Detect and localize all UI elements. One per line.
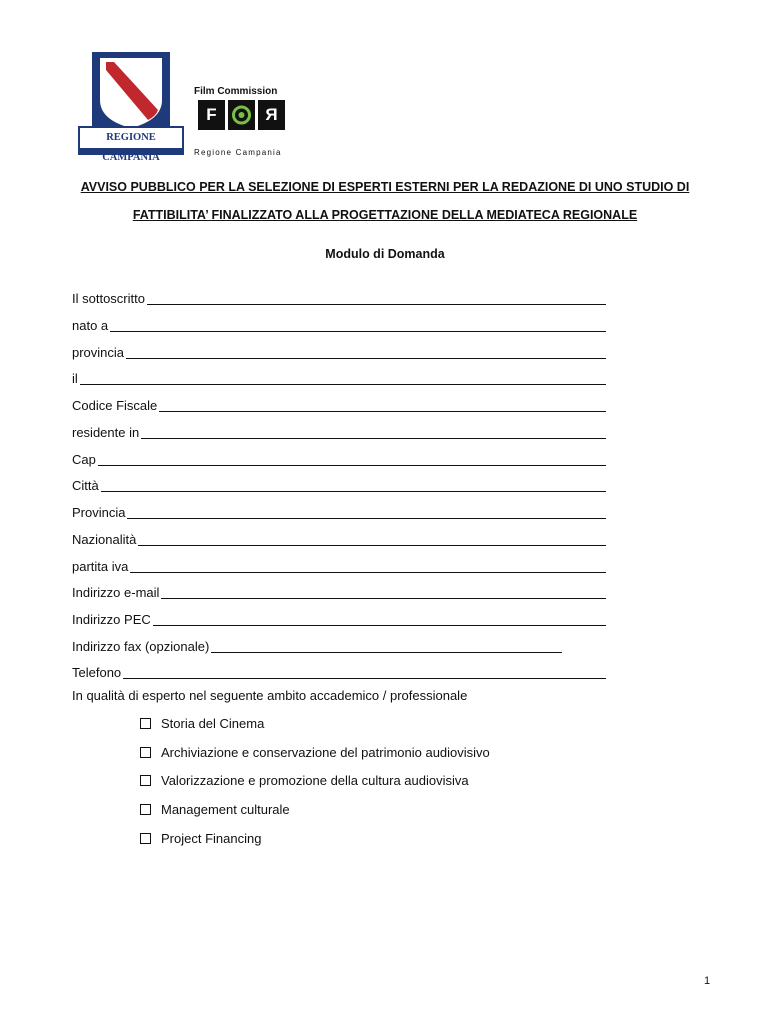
checkbox-icon[interactable] (140, 804, 151, 815)
ambito-intro-text: In qualità di esperto nel seguente ambito accademico / professionale (72, 688, 468, 703)
field-provincia-residenza[interactable] (72, 502, 606, 520)
film-commission-title: Film Commission (194, 86, 278, 97)
field-citta[interactable] (72, 475, 606, 493)
field-input-line[interactable] (98, 452, 606, 466)
field-label: Indirizzo PEC (72, 612, 151, 627)
field-pec[interactable] (72, 609, 606, 627)
field-input-line[interactable] (123, 665, 606, 679)
field-nazionalita[interactable] (72, 529, 606, 547)
document-title-line2: FATTIBILITA’ FINALIZZATO ALLA PROGETTAZIONE DELLA MEDIATECA REGIONALE (132, 208, 638, 222)
option-archiviazione[interactable] (140, 745, 490, 760)
field-fax[interactable] (72, 636, 562, 654)
option-storia-cinema[interactable] (140, 716, 264, 731)
fcr-letter-f: F (198, 100, 225, 130)
regione-campania-logo (78, 52, 184, 163)
field-label: Città (72, 478, 99, 493)
field-cap[interactable] (72, 449, 606, 467)
option-label: Storia del Cinema (161, 716, 265, 731)
field-input-line[interactable] (141, 425, 606, 439)
field-data-nascita[interactable] (72, 368, 606, 386)
document-title-line1: AVVISO PUBBLICO PER LA SELEZIONE DI ESPERTI ESTERNI PER LA REDAZIONE DI UNO STUDIO DI (80, 180, 690, 194)
field-input-line[interactable] (126, 345, 606, 359)
field-input-line[interactable] (127, 505, 606, 519)
field-partita-iva[interactable] (72, 556, 606, 574)
page-number: 1 (704, 975, 711, 987)
field-label: Indirizzo fax (opzionale) (72, 639, 210, 654)
option-management-culturale[interactable] (140, 802, 290, 817)
field-residente-in[interactable] (72, 422, 606, 440)
fcr-letter-c (228, 100, 255, 130)
field-telefono[interactable] (72, 662, 606, 680)
option-project-financing[interactable] (140, 831, 261, 846)
checkbox-icon[interactable] (140, 718, 151, 729)
option-label: Project Financing (161, 831, 262, 846)
checkbox-icon[interactable] (140, 775, 151, 786)
field-label: residente in (72, 425, 140, 440)
field-label: Indirizzo e-mail (72, 585, 160, 600)
field-label: nato a (72, 318, 109, 333)
field-label: Cap (72, 452, 96, 467)
option-label: Archiviazione e conservazione del patrimonio audiovisivo (161, 745, 490, 760)
campania-logo-text: REGIONE CAMPANIA (102, 132, 160, 163)
field-codice-fiscale[interactable] (72, 395, 606, 413)
field-input-line[interactable] (159, 398, 606, 412)
field-label: provincia (72, 345, 125, 360)
field-nato-a[interactable] (72, 315, 606, 333)
option-label: Management culturale (161, 802, 290, 817)
field-provincia-nascita[interactable] (72, 342, 606, 360)
film-commission-logo (194, 86, 294, 160)
field-email[interactable] (72, 582, 606, 600)
field-input-line[interactable] (211, 639, 562, 653)
film-commission-subtitle: Regione Campania (194, 148, 282, 157)
field-input-line[interactable] (80, 371, 606, 385)
document-subtitle: Modulo di Domanda (325, 247, 445, 261)
field-label: Nazionalità (72, 532, 137, 547)
field-input-line[interactable] (161, 585, 606, 599)
field-input-line[interactable] (130, 559, 606, 573)
field-input-line[interactable] (153, 612, 606, 626)
option-valorizzazione[interactable] (140, 773, 469, 788)
field-label: partita iva (72, 559, 129, 574)
field-label: Il sottoscritto (72, 291, 145, 306)
fcr-c-ring-icon (228, 100, 255, 130)
field-input-line[interactable] (147, 291, 606, 305)
checkbox-icon[interactable] (140, 747, 151, 758)
field-label: il (72, 371, 78, 386)
field-label: Telefono (72, 665, 122, 680)
field-input-line[interactable] (110, 318, 606, 332)
option-label: Valorizzazione e promozione della cultura audiovisiva (161, 773, 469, 788)
fcr-letter-r: R (258, 100, 285, 130)
field-label: Codice Fiscale (72, 398, 158, 413)
field-sottoscritto[interactable] (72, 288, 606, 306)
checkbox-icon[interactable] (140, 833, 151, 844)
field-input-line[interactable] (138, 532, 606, 546)
field-input-line[interactable] (101, 478, 606, 492)
field-label: Provincia (72, 505, 126, 520)
